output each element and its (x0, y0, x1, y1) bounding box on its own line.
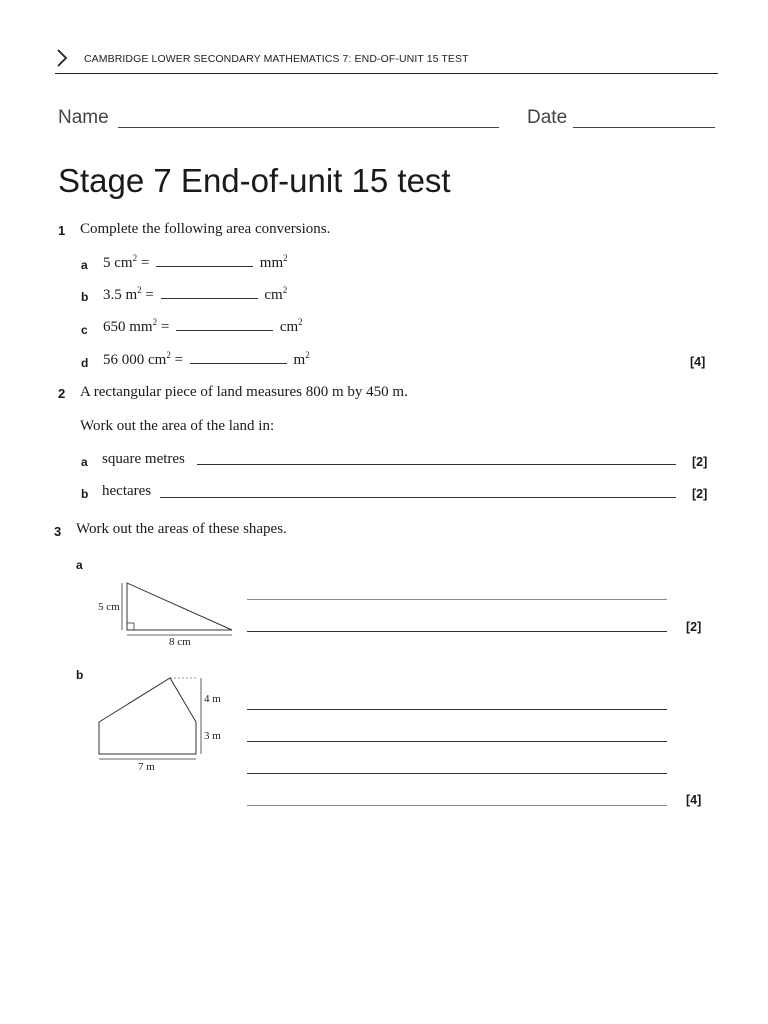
q2a-text: square metres (102, 451, 185, 467)
q1b-answer-blank[interactable] (161, 286, 258, 299)
q2b-marks: [2] (692, 487, 708, 501)
q1c-expression: 650 $mm^2 = cm^2$ (103, 317, 303, 335)
name-field[interactable] (118, 127, 499, 128)
q3b-answer-line-4[interactable] (247, 805, 667, 806)
date-label: Date (527, 107, 568, 128)
q1d-expression: 56 000 $cm^2 = m^2$ (103, 350, 310, 368)
composite-shape-diagram (92, 674, 232, 774)
q3b-answer-line-2[interactable] (247, 741, 667, 742)
shape-top-label: 4 m (204, 693, 221, 705)
q3a-marks: [2] (686, 620, 702, 634)
right-triangle-diagram (92, 578, 242, 650)
q3a-answer-line-1[interactable] (247, 599, 667, 600)
q1-marks: [4] (690, 355, 706, 369)
date-field[interactable] (573, 127, 715, 128)
q3b-marks: [4] (686, 793, 702, 807)
q3b-letter: b (76, 668, 84, 682)
q1a-letter: a (81, 258, 88, 272)
q3-text: Work out the areas of these shapes. (76, 521, 287, 537)
name-label: Name (58, 107, 109, 128)
q3b-answer-line-1[interactable] (247, 709, 667, 710)
q1d-answer-blank[interactable] (190, 351, 287, 364)
q2b-text: hectares (102, 483, 152, 499)
q1d-letter: d (81, 356, 89, 370)
triangle-height-label: 5 cm (98, 601, 120, 613)
q2b-answer-line[interactable] (160, 497, 676, 498)
q3-number: 3 (54, 524, 62, 539)
q2-number: 2 (58, 386, 66, 401)
running-header: CAMBRIDGE LOWER SECONDARY MATHEMATICS 7: END-OF-UNIT 15 TEST (84, 53, 469, 65)
q2a-answer-line[interactable] (197, 464, 676, 465)
q3a-answer-line-2[interactable] (247, 631, 667, 632)
chevron-right-icon (55, 48, 69, 68)
header-rule (55, 73, 718, 74)
q2a-marks: [2] (692, 455, 708, 469)
shape-base-label: 7 m (138, 761, 155, 773)
q3a-letter: a (76, 558, 83, 572)
q1b-letter: b (81, 290, 89, 304)
q2b-letter: b (81, 487, 89, 501)
q1a-expression: 5 $cm^2 = mm^2$ (103, 253, 288, 271)
shape-right-label: 3 m (204, 730, 221, 742)
q1c-answer-blank[interactable] (176, 318, 273, 331)
q1c-letter: c (81, 323, 88, 337)
q1-text: Complete the following area conversions. (80, 221, 331, 237)
q1b-expression: 3.5 $m^2 = cm^2$ (103, 285, 288, 303)
page-title: Stage 7 End-of-unit 15 test (58, 162, 451, 199)
q1a-answer-blank[interactable] (156, 254, 253, 267)
q3b-answer-line-3[interactable] (247, 773, 667, 774)
triangle-base-label: 8 cm (169, 636, 191, 648)
q2-text: A rectangular piece of land measures 800 m by 450 m. (80, 384, 408, 400)
q2a-letter: a (81, 455, 88, 469)
q1-number: 1 (58, 223, 66, 238)
q2-instruction: Work out the area of the land in: (80, 418, 275, 434)
